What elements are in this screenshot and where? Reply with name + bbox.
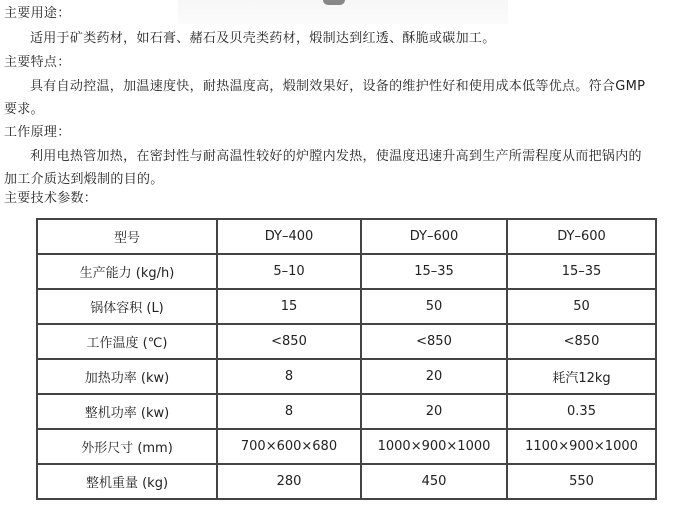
table-row [37,429,656,464]
value-cell: <850 [217,324,361,359]
value-cell: 8 [217,359,361,394]
param-label-cell: 生产能力 (kg/h) [37,254,217,289]
value-cell: 550 [507,464,656,499]
value-cell: DY–400 [217,219,361,254]
heading-principle: 工作原理： [4,125,71,140]
heading-specs: 主要技术参数： [4,191,98,206]
value-cell: 700×600×680 [217,429,361,464]
principle-text: 利用电热管加热，在密封性与耐高温性较好的炉膛内发热，使温度迅速升高到生产所需程度从而把锅内的 [30,149,642,164]
image-edge [323,0,345,5]
value-cell: DY–600 [507,219,656,254]
value-cell: 50 [361,289,507,324]
value-cell: 耗汽12kg [507,359,656,394]
heading-usage: 主要用途： [4,6,71,21]
value-cell: 20 [361,394,507,429]
param-label-cell: 外形尺寸 (mm) [37,429,217,464]
value-cell: 20 [361,359,507,394]
principle-text-cont: 加工介质达到煅制的目的。 [4,172,164,187]
param-label-cell: 型号 [37,219,217,254]
param-label-cell: 整机功率 (kw) [37,394,217,429]
value-cell: <850 [507,324,656,359]
value-cell: 1000×900×1000 [361,429,507,464]
table-header-row [37,219,656,254]
features-text: 具有自动控温，加温速度快，耐热温度高，煅制效果好，设备的维护性好和使用成本低等优点。符合GMP [30,79,646,94]
value-cell: 8 [217,394,361,429]
features-text-cont: 要求。 [4,102,44,117]
usage-text: 适用于矿类药材，如石膏、赭石及贝壳类药材，煅制达到红透、酥脆或碳加工。 [30,31,496,46]
param-label-cell: 整机重量 (kg) [37,464,217,499]
value-cell: 15–35 [361,254,507,289]
product-image-fragment [178,0,508,24]
value-cell: DY–600 [361,219,507,254]
spec-table [36,218,657,500]
table-row [37,324,656,359]
table-row [37,289,656,324]
param-label-cell: 加热功率 (kw) [37,359,217,394]
table-row [37,394,656,429]
param-label-cell: 锅体容积 (L) [37,289,217,324]
value-cell: 0.35 [507,394,656,429]
value-cell: <850 [361,324,507,359]
table-row [37,464,656,499]
heading-features: 主要特点： [4,55,71,70]
param-label-cell: 工作温度 (℃) [37,324,217,359]
value-cell: 15–35 [507,254,656,289]
table-row [37,359,656,394]
value-cell: 15 [217,289,361,324]
table-row [37,254,656,289]
value-cell: 450 [361,464,507,499]
value-cell: 280 [217,464,361,499]
value-cell: 1100×900×1000 [507,429,656,464]
value-cell: 50 [507,289,656,324]
value-cell: 5–10 [217,254,361,289]
